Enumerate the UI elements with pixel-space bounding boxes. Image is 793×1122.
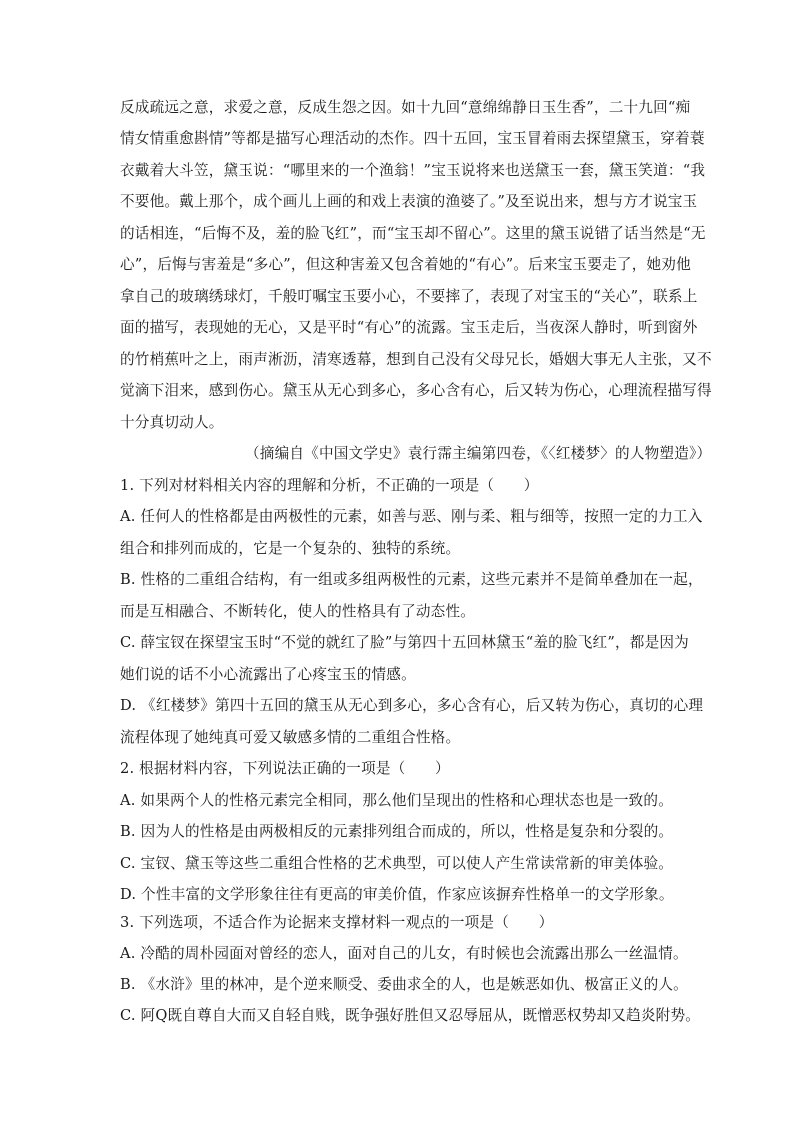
question-3-stem: 3. 下列选项，不适合作为论据来支撑材料一观点的一项是（ ）: [120, 914, 554, 931]
passage-line: 的话相连，“后悔不及，羞的脸飞红”，而“宝玉却不留心”。这里的黛玉说错了话当然是“无: [120, 225, 706, 242]
source-citation: （摘编自《中国文学史》袁行霈主编第四卷，《〈红楼梦〉的人物塑造》）: [245, 445, 712, 462]
question-2-option-c: C. 宝钗、黛玉等这些二重组合性格的艺术典型，可以使人产生常读常新的审美体验。: [120, 855, 674, 872]
question-2-stem: 2. 根据材料内容，下列说法正确的一项是（ ）: [120, 760, 450, 777]
passage-line: 心”，后悔与害羞是“多心”，但这种害羞又包含着她的“有心”。后来宝玉要走了，她劝他: [120, 256, 691, 273]
question-2-option-b: B. 因为人的性格是由两极相反的元素排列组合而成的，所以，性格是复杂和分裂的。: [120, 823, 674, 840]
question-1-option-d: D. 《红楼梦》第四十五回的黛玉从无心到多心，多心含有心，后又转为伤心，真切的心理: [120, 697, 704, 714]
question-3-option-b: B. 《水浒》里的林冲，是个逆来顺受、委曲求全的人，也是嫉恶如仇、极富正义的人。: [120, 976, 688, 993]
question-1-stem: 1. 下列对材料相关内容的理解和分析，不正确的一项是（ ）: [120, 477, 539, 494]
passage-line: 拿自己的玻璃绣球灯，千般叮嘱宝玉要小心，不要摔了，表现了对宝玉的“关心”，联系上: [120, 288, 698, 305]
question-1-option-a: A. 任何人的性格都是由两极性的元素，如善与恶、刚与柔、粗与细等，按照一定的力工入: [120, 508, 703, 525]
passage-line: 的竹梢蕉叶之上，雨声淅沥，清寒透幕，想到自己没有父母兄长，婚姻大事无人主张，又不: [120, 351, 712, 368]
question-1-option-a-cont: 组合和排列而成的，它是一个复杂的、独特的系统。: [120, 540, 461, 557]
question-3-option-c: C. 阿Q既自尊自大而又自轻自贱，既争强好胜但又忍辱屈从，既憎恶权势却又趋炎附势。: [120, 1007, 701, 1024]
question-3-option-a: A. 冷酷的周朴园面对曾经的恋人，面对自己的儿女，有时候也会流露出那么一丝温情。: [120, 945, 688, 962]
passage-line: 觉滴下泪来，感到伤心。黛玉从无心到多心，多心含有心，后又转为伤心，心理流程描写得: [120, 382, 712, 399]
passage-line: 反成疏远之意，求爱之意，反成生怨之因。如十九回“意绵绵静日玉生香”，二十九回“痴: [120, 99, 691, 116]
passage-line: 不要他。戴上那个，成个画儿上画的和戏上表演的渔婆了。”及至说出来，想与方才说宝玉: [120, 193, 698, 210]
passage-line: 衣戴着大斗笠，黛玉说：“哪里来的一个渔翁！”宝玉说将来也送黛玉一套，黛玉笑道：“我: [120, 162, 706, 179]
passage-line: 十分真切动人。: [120, 414, 224, 431]
question-2-option-d: D. 个性丰富的文学形象往往有更高的审美价值，作家应该摒弃性格单一的文学形象。: [120, 886, 674, 903]
question-1-option-d-cont: 流程体现了她纯真可爱又敏感多情的二重组合性格。: [120, 729, 461, 746]
question-1-option-b: B. 性格的二重组合结构，有一组或多组两极性的元素，这些元素并不是简单叠加在一起，: [120, 571, 703, 588]
question-1-option-c: C. 薛宝钗在探望宝玉时“不觉的就红了脸”与第四十五回林黛玉“羞的脸飞红”，都是因为: [120, 634, 689, 651]
passage-line: 面的描写，表现她的无心，又是平时“有心”的流露。宝玉走后，当夜深人静时，听到窗外: [120, 319, 698, 336]
passage-line: 情女情重愈斟情”等都是描写心理活动的杰作。四十五回，宝玉冒着雨去探望黛玉，穿着蓑: [120, 130, 705, 147]
question-1-option-b-cont: 而是互相融合、不断转化，使人的性格具有了动态性。: [120, 603, 476, 620]
question-2-option-a: A. 如果两个人的性格元素完全相同，那么他们呈现出的性格和心理状态也是一致的。: [120, 792, 673, 809]
question-1-option-c-cont: 她们说的话不小心流露出了心疼宝玉的情感。: [120, 666, 416, 683]
